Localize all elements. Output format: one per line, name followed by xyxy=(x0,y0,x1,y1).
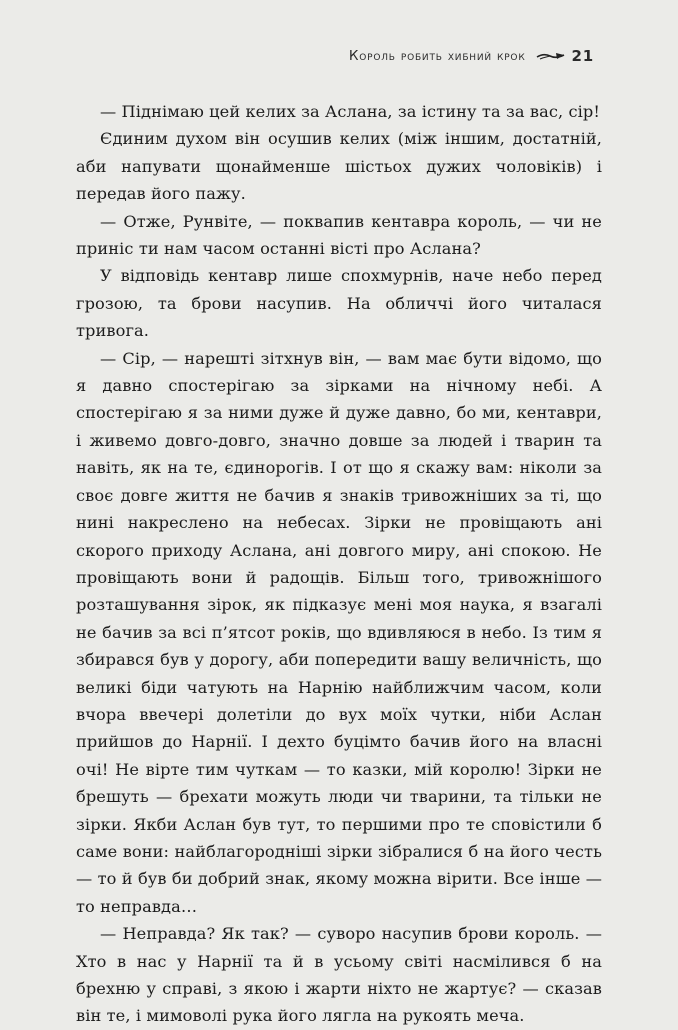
paragraph: У відповідь кентавр лише спохмурнів, наче небо перед грозою, та брови насупив. На обличчі його читалася тривога. xyxy=(76,266,602,341)
paragraph: — Піднімаю цей келих за Аслана, за істину та за вас, сір! xyxy=(100,102,601,121)
paragraph: — Отже, Рунвіте, — поквапив кентавра король, — чи не приніс ти нам часом останні вісті про Аслана? xyxy=(76,211,602,259)
paragraph: — Неправда? Як так? — суворо насупив брови король. — Хто в нас у Нарнії та й в усьому світі насмілився б на брехню у справі, з якою і жарти ніхто не жартує? — сказав він те, і мимоволі рука його лягла на рукоять меча. xyxy=(76,924,602,1026)
page-number: 21 xyxy=(571,47,594,65)
paragraph: — Сір, — нарешті зітхнув він, — вам має бути відомо, що я давно спостерігаю за зірками на нічному небі. А спостерігаю я за ними дуже й дуже давно, бо ми, кентаври, і живемо довго-довго, значно довше за людей і тварин та навіть, як на те, єдинорогів. І от що я скажу вам: ніколи за своє довге життя не бачив я знаків тривожніших за ті, що нині накреслено на небесах. Зірки не провіщають ані скорого приходу Аслана, ані довгого миру, ані спокою. Не провіщають вони й радощів. Більш того, тривожнішого розташування зірок, як підказує мені моя наука, я взагалі не бачив за всі п’ятсот років, що вдивляюся в небо. Із тим я збирався був у дорогу, аби попередити вашу величність, що великі біди чатують на Нарнію найближчим часом, коли вчора ввечері долетіли до вух моїх чутки, ніби Аслан прийшов до Нарнії. І дехто буцімто бачив його на власні очі! Не вірте тим чуткам — то казки, мій королю! Зірки не брешуть — брехати можуть люди чи тварини, та тільки не зірки. Якби Аслан був тут, то першими про те сповістили б саме вони: найблагороднішi зірки зібралися б на його честь — то й був би добрий знак, якому можна вірити. Все інше — то неправда… xyxy=(76,348,602,916)
body-text xyxy=(76,98,602,1030)
swash-ornament-icon xyxy=(536,50,566,62)
chapter-title: Король робить хибний крок xyxy=(348,48,526,64)
paragraph: Єдиним духом він осушив келих (між іншим, достатній, аби напувати щонайменше шістьох дужих чоловіків) і передав його пажу. xyxy=(76,129,602,204)
running-head xyxy=(349,47,594,65)
